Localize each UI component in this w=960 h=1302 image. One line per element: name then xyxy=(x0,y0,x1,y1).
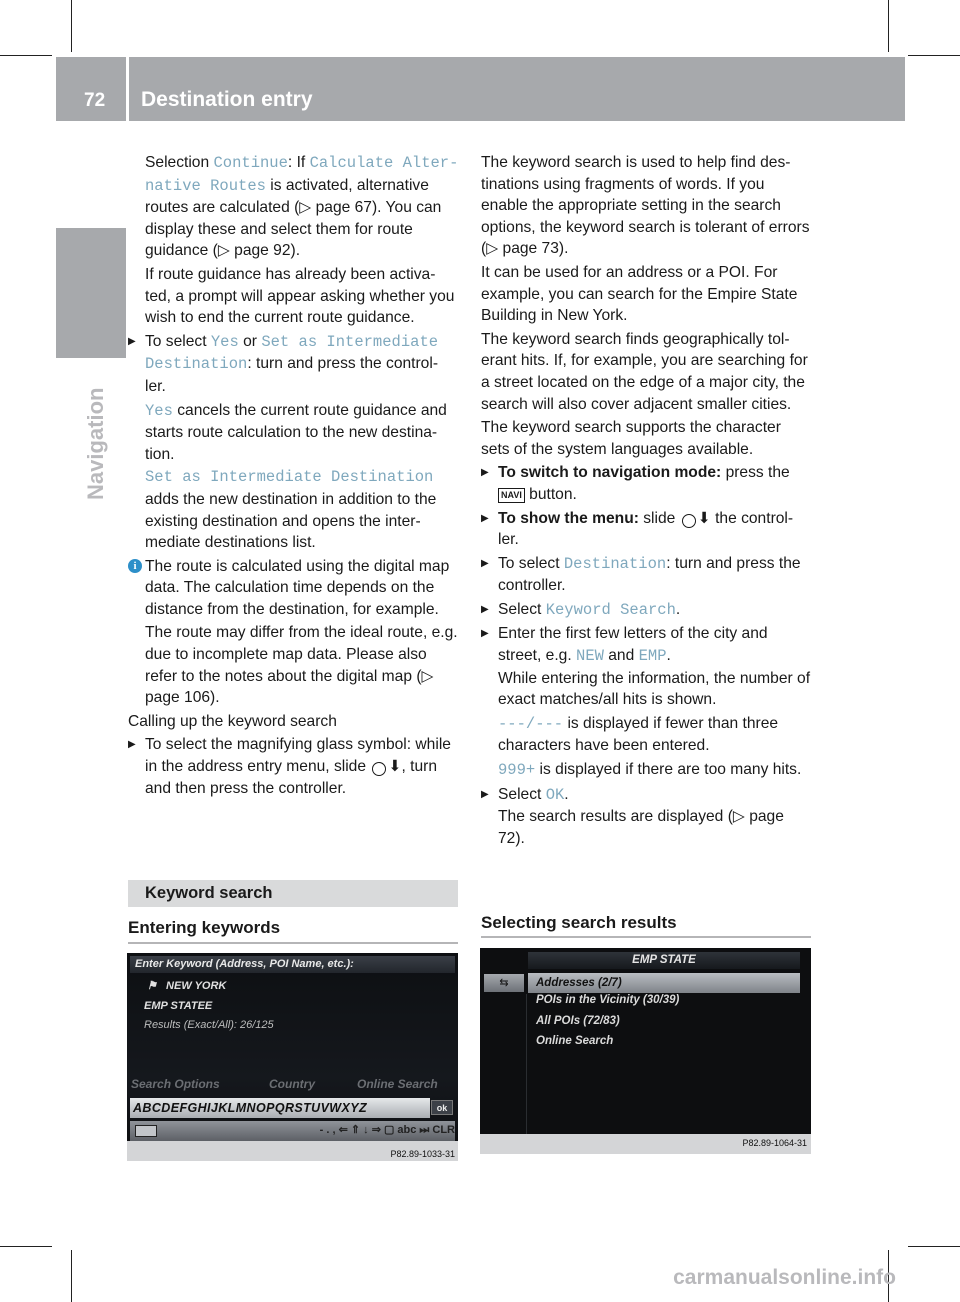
crop-mark xyxy=(71,1250,72,1302)
menu-code: Calculate Alter‐ native Routes xyxy=(145,154,459,195)
instruction-step: ▶ Enter the first few letters of the city and street, e.g. NEW and EMP. While entering the information, the number of exact matches/all hits is shown. xyxy=(481,623,813,710)
crop-mark xyxy=(908,1246,960,1247)
menu-divider xyxy=(526,994,527,1134)
flag-icon: ⚑ xyxy=(147,980,157,992)
keyword-prompt: Enter Keyword (Address, POI Name, etc.): xyxy=(130,956,455,973)
instruction-step: ▶ Select Keyword Search. xyxy=(481,599,813,622)
paragraph: 999+ is displayed if there are too many hits. xyxy=(498,761,802,780)
paragraph: Set as Intermediate Destination adds the new destination in addition to the existing destination and opens the inter‐ mediate destinations list. xyxy=(128,467,460,553)
subheading: Selecting search results xyxy=(481,913,677,932)
section-heading: Keyword search xyxy=(128,880,458,907)
crop-mark xyxy=(888,0,889,52)
arrow-down-icon: ⬇ xyxy=(388,758,402,776)
keyboard-function-row xyxy=(130,1121,455,1141)
menu-code: Destination xyxy=(563,554,667,573)
back-key[interactable] xyxy=(135,1125,157,1137)
menu-code: Yes xyxy=(210,332,239,351)
ok-button[interactable]: ok xyxy=(431,1100,453,1115)
paragraph: Calling up the keyword search xyxy=(128,712,337,730)
crop-mark xyxy=(908,55,960,56)
instruction-step: ▶ To select Yes or Set as Intermediate Destination: turn and press the control‐ ler. xyxy=(128,331,460,398)
instruction-step: ▶ To show the menu: slide ⬇ the control‐ ler. xyxy=(481,508,813,551)
search-options-tab[interactable]: Search Options xyxy=(131,1077,220,1091)
header-separator xyxy=(127,57,129,121)
results-count: Results (Exact/All): 26/125 xyxy=(144,1019,274,1031)
crop-mark xyxy=(0,1246,52,1247)
menu-code: Set as Intermediate Destination xyxy=(145,468,434,487)
page-number: 72 xyxy=(84,90,106,111)
image-caption-bar xyxy=(127,1141,458,1161)
paragraph: The keyword search supports the character sets of the system languages available. xyxy=(481,419,781,458)
paragraph: It can be used for an address or a POI. For example, you can search for the Empire State Building in New York. xyxy=(481,263,798,325)
menu-code: Yes xyxy=(145,401,173,420)
paragraph: The keyword search is used to help find des‐ tinations using fragments of words. If you enable the appropriate setting in the search options, the keyword search is tolerant of errors (▷ page 73). xyxy=(481,154,810,258)
subheading: Entering keywords xyxy=(128,918,281,937)
menu-code: NEW xyxy=(576,647,604,666)
keyword-entry-line: EMP STATEE xyxy=(144,1000,213,1012)
instruction-step: ▶ To select Destination: turn and press the controller. xyxy=(481,553,813,597)
results-item-online-search[interactable]: Online Search xyxy=(536,1035,614,1047)
instruction-step: ▶ To switch to navigation mode: press the NAVI button. xyxy=(481,462,813,505)
online-search-tab[interactable]: Online Search xyxy=(357,1077,438,1091)
menu-code: OK xyxy=(545,785,565,804)
menu-code: ---/--- xyxy=(498,714,564,733)
paragraph: Yes cancels the current route guidance and starts route calculation to the new destina‐ tion. xyxy=(145,401,447,463)
paragraph: Selection Continue: If Calculate Alter‐ native Routes is activated, alternative routes are calculated (▷ page 67). You can display these and select them for route guidance (▷ page 92). xyxy=(145,154,459,260)
paragraph: The keyword search finds geographically tol‐ erant hits. If, for example, you are searching for a street located on the edge of a major city, the search will also cover adjacent smaller cities. xyxy=(481,330,808,413)
controller-slide-icon xyxy=(682,514,696,528)
info-note: i The route is calculated using the digital map data. The calculation time depends on the distance from the destination, for example. xyxy=(128,556,460,621)
instruction-step: ▶ To select the magnifying glass symbol: while in the address entry menu, slide ⬇, turn and then press the controller. xyxy=(128,734,460,799)
instruction-step: ▶ Select OK. The search results are displayed (▷ page 72). xyxy=(481,784,813,850)
image-caption-bar xyxy=(480,1134,811,1154)
navi-button-icon: NAVI xyxy=(498,488,525,503)
side-tab-label: Navigation xyxy=(83,387,108,500)
image-code: P82.89-1064-31 xyxy=(742,1138,807,1148)
left-column xyxy=(128,152,460,801)
paragraph: If route guidance has already been activa‐ ted, a prompt will appear asking whether you wish to end the current route guidance. xyxy=(145,265,455,327)
crop-mark xyxy=(71,0,72,52)
menu-code: Set as Intermediate Destination xyxy=(145,332,439,374)
results-item-pois-vicinity[interactable]: POIs in the Vicinity (30/39) xyxy=(536,994,680,1006)
menu-code: EMP xyxy=(638,647,667,666)
watermark: carmanualsonline.info xyxy=(673,1266,896,1289)
search-results-screenshot xyxy=(480,948,811,1154)
keyword-entry-line: ⚑ NEW YORK xyxy=(147,980,227,992)
side-tab-block xyxy=(56,228,126,358)
results-item-addresses[interactable]: Addresses (2/7) xyxy=(528,973,800,993)
crop-mark xyxy=(0,55,52,56)
info-icon: i xyxy=(128,559,142,573)
paragraph: The route may differ from the ideal route, e.g. due to incomplete map data. Please also refer to the notes about the digital map (▷ page 106). xyxy=(145,624,458,707)
right-column xyxy=(481,152,813,851)
paragraph: ---/--- is displayed if fewer than three characters have been entered. xyxy=(498,714,779,755)
back-icon[interactable]: ⇆ xyxy=(484,974,524,992)
results-item-all-pois[interactable]: All POIs (72/83) xyxy=(536,1015,620,1027)
image-code: P82.89-1033-31 xyxy=(390,1149,455,1159)
arrow-down-icon: ⬇ xyxy=(697,509,711,527)
function-keys[interactable]: - . , ⇐ ⇑ ↓ ⇒ ▢ abc ⏭ CLR xyxy=(319,1124,455,1136)
results-title: EMP STATE xyxy=(528,952,800,969)
menu-code: 999+ xyxy=(498,761,536,780)
controller-slide-icon xyxy=(372,762,386,776)
alphabet-keyboard[interactable]: ABCDEFGHIJKLMNOPQRSTUVWXYZ xyxy=(130,1098,430,1118)
search-options-row xyxy=(127,1077,458,1094)
page-title: Destination entry xyxy=(141,88,313,111)
keyword-entry-screenshot xyxy=(127,953,458,1161)
menu-code: Keyword Search xyxy=(545,600,676,619)
menu-code: Continue xyxy=(213,154,288,172)
heading-rule xyxy=(481,936,811,938)
country-tab[interactable]: Country xyxy=(269,1077,315,1091)
heading-rule xyxy=(128,942,458,944)
